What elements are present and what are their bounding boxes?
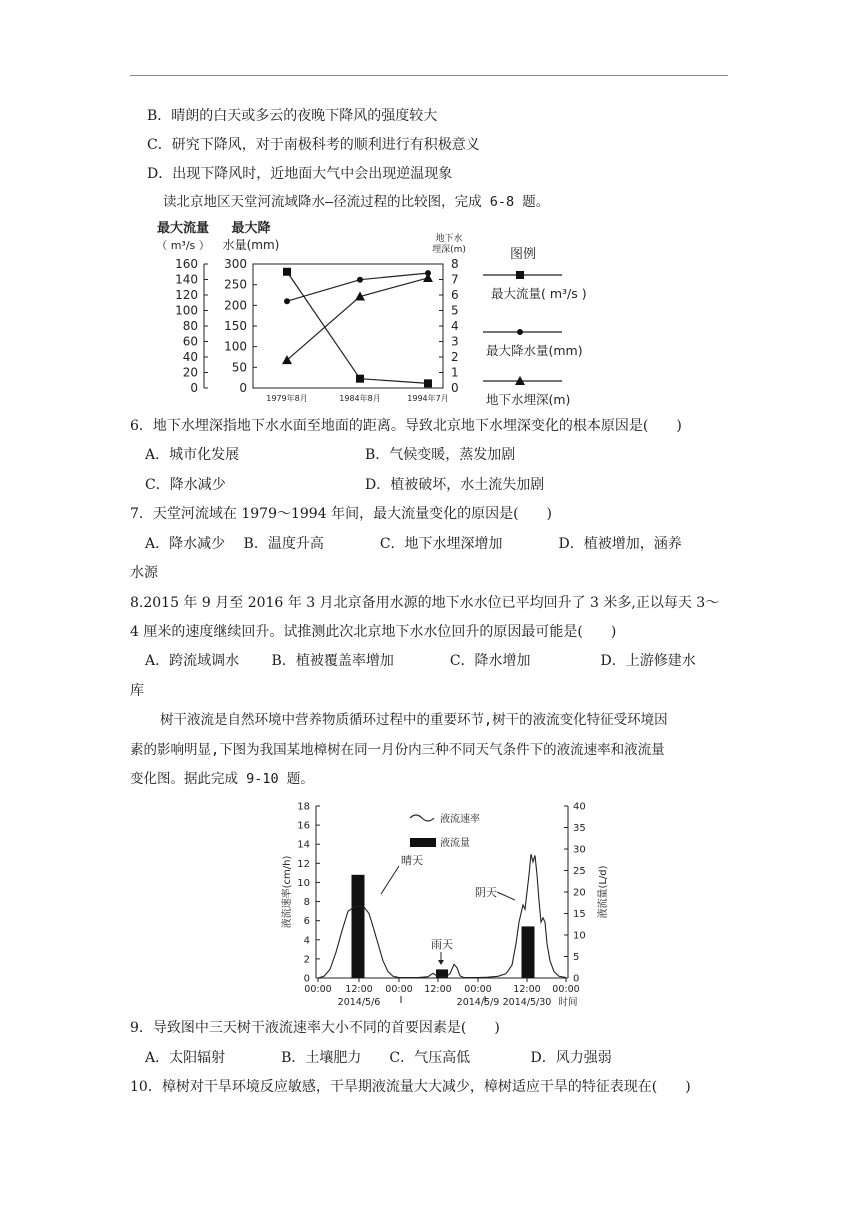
- y-left-title: 液流速率(cm/h): [282, 855, 293, 929]
- intro-9-10-line3: 变化图。据此完成 9-10 题。: [130, 771, 314, 787]
- q9-stem: 9．导致图中三天树干液流速率大小不同的首要因素是( ): [130, 1020, 500, 1036]
- q7-stem: 7．天堂河流域在 1979～1994 年间，最大流量变化的原因是( ): [130, 506, 552, 522]
- legend-marker-dot: [517, 329, 523, 335]
- x-tick-label: 1984年8月: [339, 394, 381, 403]
- date-label: 2014/5/9: [456, 997, 500, 1008]
- tick-label: 4: [303, 935, 310, 947]
- tick-label: 40: [182, 350, 198, 364]
- q7-options-cont: 水源: [130, 565, 158, 581]
- q6-option-b: B．气候变暖，蒸发加剧: [365, 447, 516, 463]
- legend-label: 地下水埋深(m): [486, 392, 571, 407]
- tick-label: 0: [573, 973, 580, 985]
- q9-options: A．太阳辐射 B．土壤肥力 C．气压高低 D．风力强弱: [145, 1050, 612, 1066]
- x-axis-suffix: 时间: [558, 997, 578, 1008]
- tick-label: 0: [451, 381, 459, 395]
- tick-label: 14: [297, 839, 310, 851]
- chart-sap-flow: [278, 796, 618, 1014]
- q5-option-c: C．研究下降风，对于南极科考的顺利进行有积极意义: [147, 137, 480, 153]
- tick-label: 80: [182, 319, 198, 333]
- annotation-arrow: [381, 866, 399, 894]
- tick-label: 1: [451, 365, 459, 380]
- series-line: [287, 278, 428, 360]
- q6-stem: 6．地下水埋深指地下水水面至地面的距离。导致北京地下水埋深变化的根本原因是( ): [130, 418, 682, 434]
- q10-stem: 10．樟树对干旱环境反应敏感，干旱期液流量大大减少，樟树适应干旱的特征表现在( ): [130, 1079, 691, 1095]
- tick-label: 2: [303, 954, 310, 966]
- point-max-flow: [424, 379, 432, 387]
- tick-label: 30: [573, 844, 586, 856]
- tick-label: 20: [573, 887, 586, 899]
- q8-stem-2: 4 厘米的速度继续回升。试推测此次北京地下水水位回升的原因最可能是( ): [130, 624, 617, 640]
- tick-label: 18: [297, 801, 310, 813]
- tick-label: 150: [224, 319, 247, 333]
- tick-label: 10: [573, 930, 586, 942]
- axis-title-left-outer-unit: （ m³/s ）: [156, 239, 210, 252]
- intro-6-8: 读北京地区天堂河流域降水—径流过程的比较图，完成 6-8 题。: [163, 194, 550, 210]
- tick-label: 40: [573, 801, 586, 813]
- annotation-cloudy: 阴天: [475, 886, 497, 899]
- tick-label: 3: [451, 334, 459, 349]
- tick-label: 100: [175, 303, 198, 318]
- tick-label: 250: [224, 277, 247, 292]
- tick-label: 7: [451, 272, 459, 287]
- x-tick-label: 1994年7月: [407, 394, 449, 403]
- q6-option-d: D．植被破坏，水土流失加剧: [365, 477, 545, 493]
- point-max-precip: [284, 298, 290, 304]
- q8-options-cont: 库: [130, 683, 144, 699]
- tick-label: 5: [573, 952, 580, 963]
- tick-label: 300: [224, 257, 247, 271]
- annotation-sunny: 晴天: [401, 854, 423, 867]
- header-rule: [130, 75, 728, 76]
- point-groundwater-depth: [423, 273, 433, 282]
- tick-label: 0: [303, 973, 310, 985]
- intro-9-10-line1: 树干液流是自然环境中营养物质循环过程中的重要环节,树干的液流变化特征受环境因: [160, 712, 668, 728]
- axis-title-right-unit: 埋深(m): [432, 245, 466, 255]
- legend-label: 最大降水量(mm): [486, 343, 583, 358]
- tick-label: 160: [175, 257, 198, 271]
- tick-label: 100: [224, 339, 247, 354]
- x-tick-label: 12:00: [345, 984, 373, 995]
- series-line: [287, 272, 428, 384]
- tick-label: 120: [175, 288, 198, 302]
- x-tick-label: 12:00: [424, 984, 452, 995]
- tick-label: 15: [573, 909, 586, 920]
- legend-marker-square: [516, 271, 524, 279]
- intro-9-10-line2: 素的影响明显,下图为我国某地樟树在同一月份内三种不同天气条件下的液流速率和液流量: [130, 742, 665, 758]
- axis-title-left-inner-unit: 水量(mm): [222, 238, 280, 252]
- y-right-title: 液流量(L/d): [598, 865, 609, 919]
- q6-option-a: A．城市化发展: [145, 447, 240, 463]
- date-label: 2014/5/6: [337, 997, 381, 1008]
- tick-label: 8: [451, 257, 459, 271]
- tick-label: 8: [303, 897, 310, 909]
- q8-stem-1: 8.2015 年 9 月至 2016 年 3 月北京备用水源的地下水水位已平均回升了 3 米多,正以每天 3～: [130, 595, 720, 611]
- legend-title: 图例: [509, 247, 537, 262]
- tick-label: 140: [175, 272, 198, 287]
- point-max-flow: [356, 375, 364, 383]
- tick-label: 200: [224, 298, 247, 313]
- tick-label: 35: [573, 823, 586, 834]
- tick-label: 60: [182, 334, 198, 349]
- tick-label: 0: [190, 381, 198, 395]
- x-tick-label: 00:00: [304, 984, 332, 995]
- annotation-arrowhead: [438, 960, 444, 965]
- axis-title-right: 地下水: [435, 234, 463, 244]
- plot-frame: [253, 264, 443, 388]
- q6-option-c: C．降水减少: [145, 477, 226, 493]
- flow-volume-bar: [352, 875, 365, 978]
- tick-label: 10: [297, 877, 310, 889]
- tick-label: 5: [451, 303, 459, 318]
- q8-options: A．跨流域调水 B．植被覆盖率增加 C．降水增加 D．上游修建水: [145, 653, 696, 669]
- tick-label: 6: [303, 916, 310, 928]
- legend-bar-label: 液流量: [440, 838, 470, 849]
- tick-label: 20: [182, 365, 198, 380]
- q7-options: A．降水减少 B．温度升高 C．地下水埋深增加 D．植被增加，涵养: [145, 536, 682, 552]
- tick-label: 4: [451, 319, 459, 333]
- q5-option-d: D．出现下降风时，近地面大气中会出现逆温现象: [147, 166, 453, 182]
- point-max-precip: [357, 277, 363, 283]
- x-tick-label: 00:00: [552, 984, 580, 995]
- tick-label: 50: [231, 360, 247, 375]
- tick-label: 25: [573, 866, 586, 877]
- flow-volume-bar: [522, 926, 535, 978]
- legend-label: 最大流量( m³/s ): [491, 286, 587, 301]
- tick-label: 12: [297, 858, 310, 870]
- legend-bar-symbol: [410, 838, 436, 847]
- point-max-flow: [283, 268, 291, 276]
- q5-option-b: B．晴朗的白天或多云的夜晚下降风的强度较大: [147, 108, 438, 124]
- x-tick-label: 12:00: [513, 984, 541, 995]
- axis-title-left-outer: 最大流量: [156, 221, 210, 236]
- tick-label: 2: [451, 350, 459, 364]
- x-tick-label: 1979年8月: [266, 394, 308, 403]
- legend-line-symbol: [410, 815, 434, 821]
- annotation-rainy: 雨天: [431, 938, 453, 951]
- chart-runoff-comparison: [150, 216, 770, 406]
- axis-title-left-inner: 最大降: [231, 221, 271, 236]
- tick-label: 16: [297, 820, 310, 832]
- tick-label: 0: [239, 381, 247, 395]
- annotation-arrow: [497, 892, 515, 900]
- tick-label: 6: [451, 288, 459, 302]
- legend-line-label: 液流速率: [440, 814, 480, 825]
- x-tick-label: 00:00: [385, 984, 413, 995]
- x-tick-label: 00:00: [464, 984, 492, 995]
- date-label: 2014/5/30: [502, 997, 552, 1008]
